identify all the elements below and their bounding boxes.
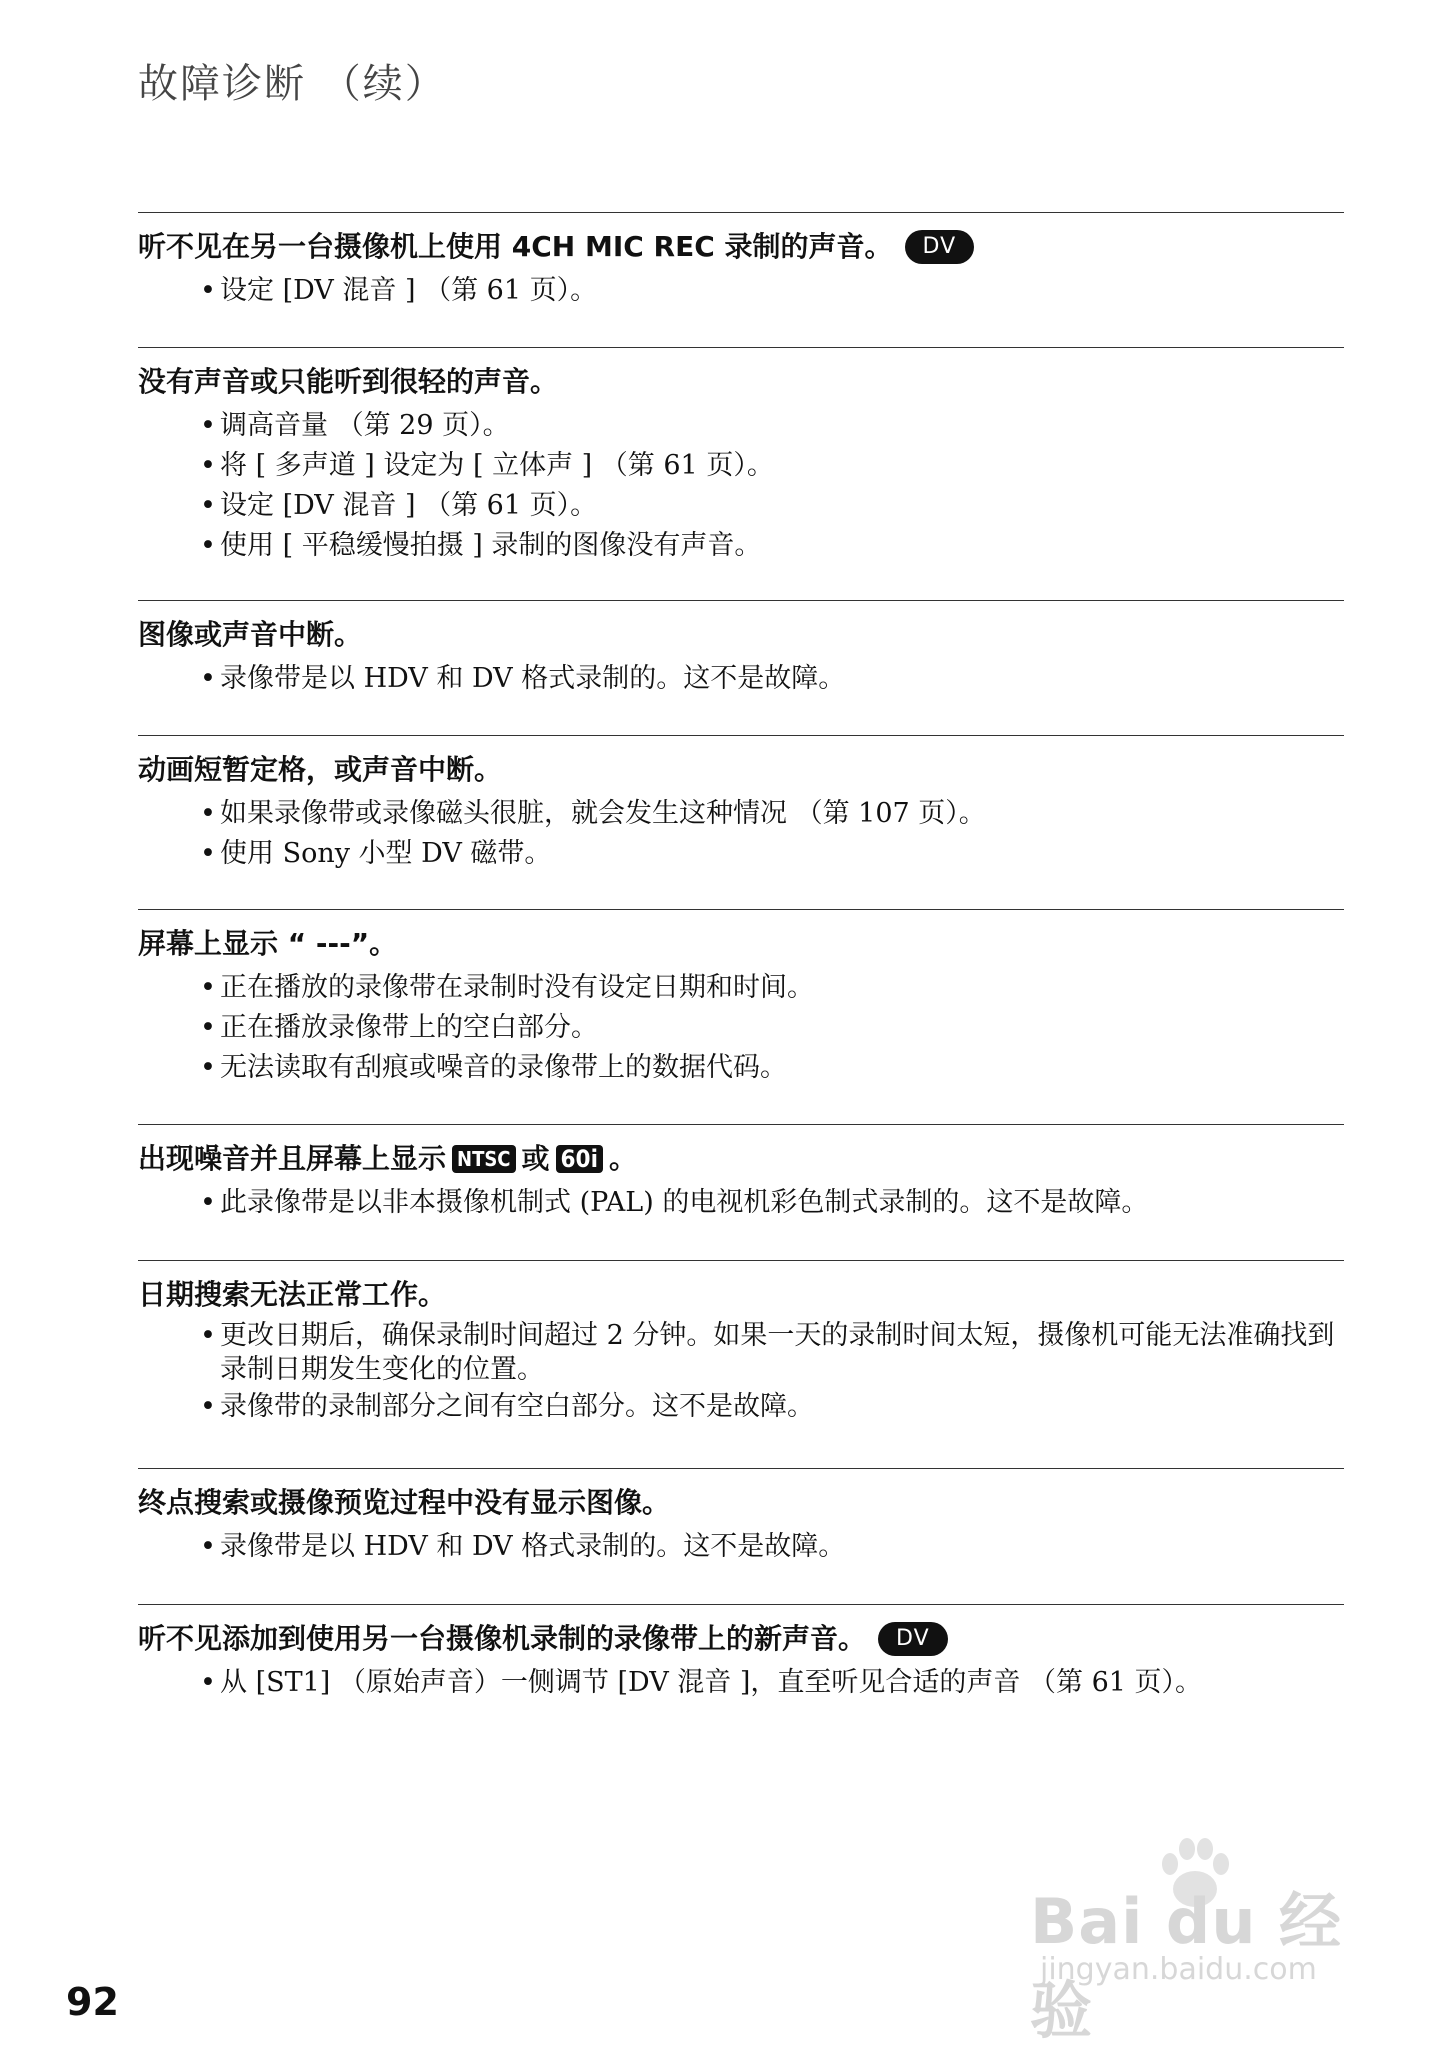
ntsc-icon: NTSC bbox=[452, 1145, 516, 1173]
heading-text: 动画短暂定格，或声音中断。 bbox=[138, 753, 503, 786]
list-item: • 调高音量 （第 29 页）。 bbox=[200, 410, 510, 441]
heading-text: 出现噪音并且屏幕上显示 bbox=[138, 1142, 447, 1175]
item-list bbox=[138, 406, 1344, 566]
section-ntsc bbox=[138, 1124, 1344, 1223]
item-list bbox=[138, 794, 1344, 874]
item-list bbox=[138, 1663, 1344, 1703]
list-item: • 正在播放录像带上的空白部分。 bbox=[200, 1012, 598, 1043]
item-list bbox=[138, 659, 1344, 699]
item-list bbox=[138, 968, 1344, 1088]
item-list bbox=[138, 1183, 1344, 1223]
section-no-sound bbox=[138, 347, 1344, 566]
heading-text: 听不见在另一台摄像机上使用 4CH MIC REC 录制的声音。 bbox=[138, 230, 893, 263]
section-heading bbox=[138, 750, 1344, 790]
section-divider bbox=[138, 909, 1344, 910]
section-divider bbox=[138, 347, 1344, 348]
section-freeze bbox=[138, 735, 1344, 874]
section-divider bbox=[138, 600, 1344, 601]
list-item: • 将 [ 多声道 ] 设定为 [ 立体声 ] （第 61 页）。 bbox=[200, 450, 774, 481]
heading-text: 日期搜索无法正常工作。 bbox=[138, 1278, 447, 1311]
heading-text: 听不见添加到使用另一台摄像机录制的录像带上的新声音。 bbox=[138, 1622, 867, 1655]
section-heading bbox=[138, 924, 1344, 964]
section-new-sound bbox=[138, 1604, 1344, 1703]
section-end-search bbox=[138, 1468, 1344, 1567]
watermark-logo: Bai du 经验 bbox=[1030, 1885, 1343, 2047]
list-item: • 设定 [DV 混音 ] （第 61 页）。 bbox=[200, 490, 598, 521]
section-heading bbox=[138, 1275, 1344, 1315]
section-no-4ch-sound bbox=[138, 212, 1344, 311]
dv-badge: DV bbox=[878, 1622, 948, 1656]
section-heading bbox=[138, 227, 1344, 267]
list-item: • 使用 Sony 小型 DV 磁带。 bbox=[200, 838, 552, 869]
list-item: • 录像带是以 HDV 和 DV 格式录制的。这不是故障。 bbox=[200, 663, 846, 694]
section-divider bbox=[138, 1468, 1344, 1469]
list-item: • 设定 [DV 混音 ] （第 61 页）。 bbox=[200, 275, 598, 306]
page-number: 92 bbox=[66, 1980, 119, 2024]
section-heading bbox=[138, 1619, 1344, 1659]
list-item: • 更改日期后，确保录制时间超过 2 分钟。如果一天的录制时间太短，摄像机可能无法准确找到录制日期发生变化的位置。 bbox=[200, 1320, 1335, 1385]
section-divider bbox=[138, 1260, 1344, 1261]
section-heading bbox=[138, 615, 1344, 655]
item-list bbox=[138, 1527, 1344, 1567]
section-date-search bbox=[138, 1260, 1344, 1427]
heading-text: 终点搜索或摄像预览过程中没有显示图像。 bbox=[138, 1486, 671, 1519]
section-divider bbox=[138, 1124, 1344, 1125]
list-item: • 从 [ST1] （原始声音）一侧调节 [DV 混音 ]，直至听见合适的声音 （第 61 页）。 bbox=[200, 1667, 1203, 1698]
section-interrupted bbox=[138, 600, 1344, 699]
section-divider bbox=[138, 212, 1344, 213]
item-list bbox=[138, 271, 1344, 311]
list-item: • 正在播放的录像带在录制时没有设定日期和时间。 bbox=[200, 972, 814, 1003]
list-item: • 此录像带是以非本摄像机制式 (PAL) 的电视机彩色制式录制的。这不是故障。 bbox=[200, 1187, 1149, 1218]
60i-icon: 60i bbox=[556, 1145, 603, 1173]
dv-badge: DV bbox=[905, 230, 975, 264]
section-divider bbox=[138, 735, 1344, 736]
item-list bbox=[138, 1319, 1344, 1427]
section-dashes bbox=[138, 909, 1344, 1088]
section-heading bbox=[138, 1483, 1344, 1523]
heading-text: 没有声音或只能听到很轻的声音。 bbox=[138, 365, 559, 398]
section-heading bbox=[138, 1139, 1344, 1179]
heading-text: 。 bbox=[608, 1142, 637, 1175]
list-item: • 录像带是以 HDV 和 DV 格式录制的。这不是故障。 bbox=[200, 1531, 846, 1562]
list-item: • 无法读取有刮痕或噪音的录像带上的数据代码。 bbox=[200, 1052, 787, 1083]
watermark-url: jingyan.baidu.com bbox=[1040, 1952, 1317, 1987]
heading-text: 或 bbox=[521, 1142, 550, 1175]
section-divider bbox=[138, 1604, 1344, 1605]
list-item: • 录像带的录制部分之间有空白部分。这不是故障。 bbox=[200, 1391, 814, 1422]
list-item: • 如果录像带或录像磁头很脏，就会发生这种情况 （第 107 页）。 bbox=[200, 798, 986, 829]
page-title: 故障诊断 （续） bbox=[138, 61, 447, 107]
watermark bbox=[1030, 1852, 1360, 2047]
heading-text: 屏幕上显示 “ ---”。 bbox=[138, 927, 398, 960]
section-heading bbox=[138, 362, 1344, 402]
heading-text: 图像或声音中断。 bbox=[138, 618, 363, 651]
list-item: • 使用 [ 平稳缓慢拍摄 ] 录制的图像没有声音。 bbox=[200, 530, 762, 561]
